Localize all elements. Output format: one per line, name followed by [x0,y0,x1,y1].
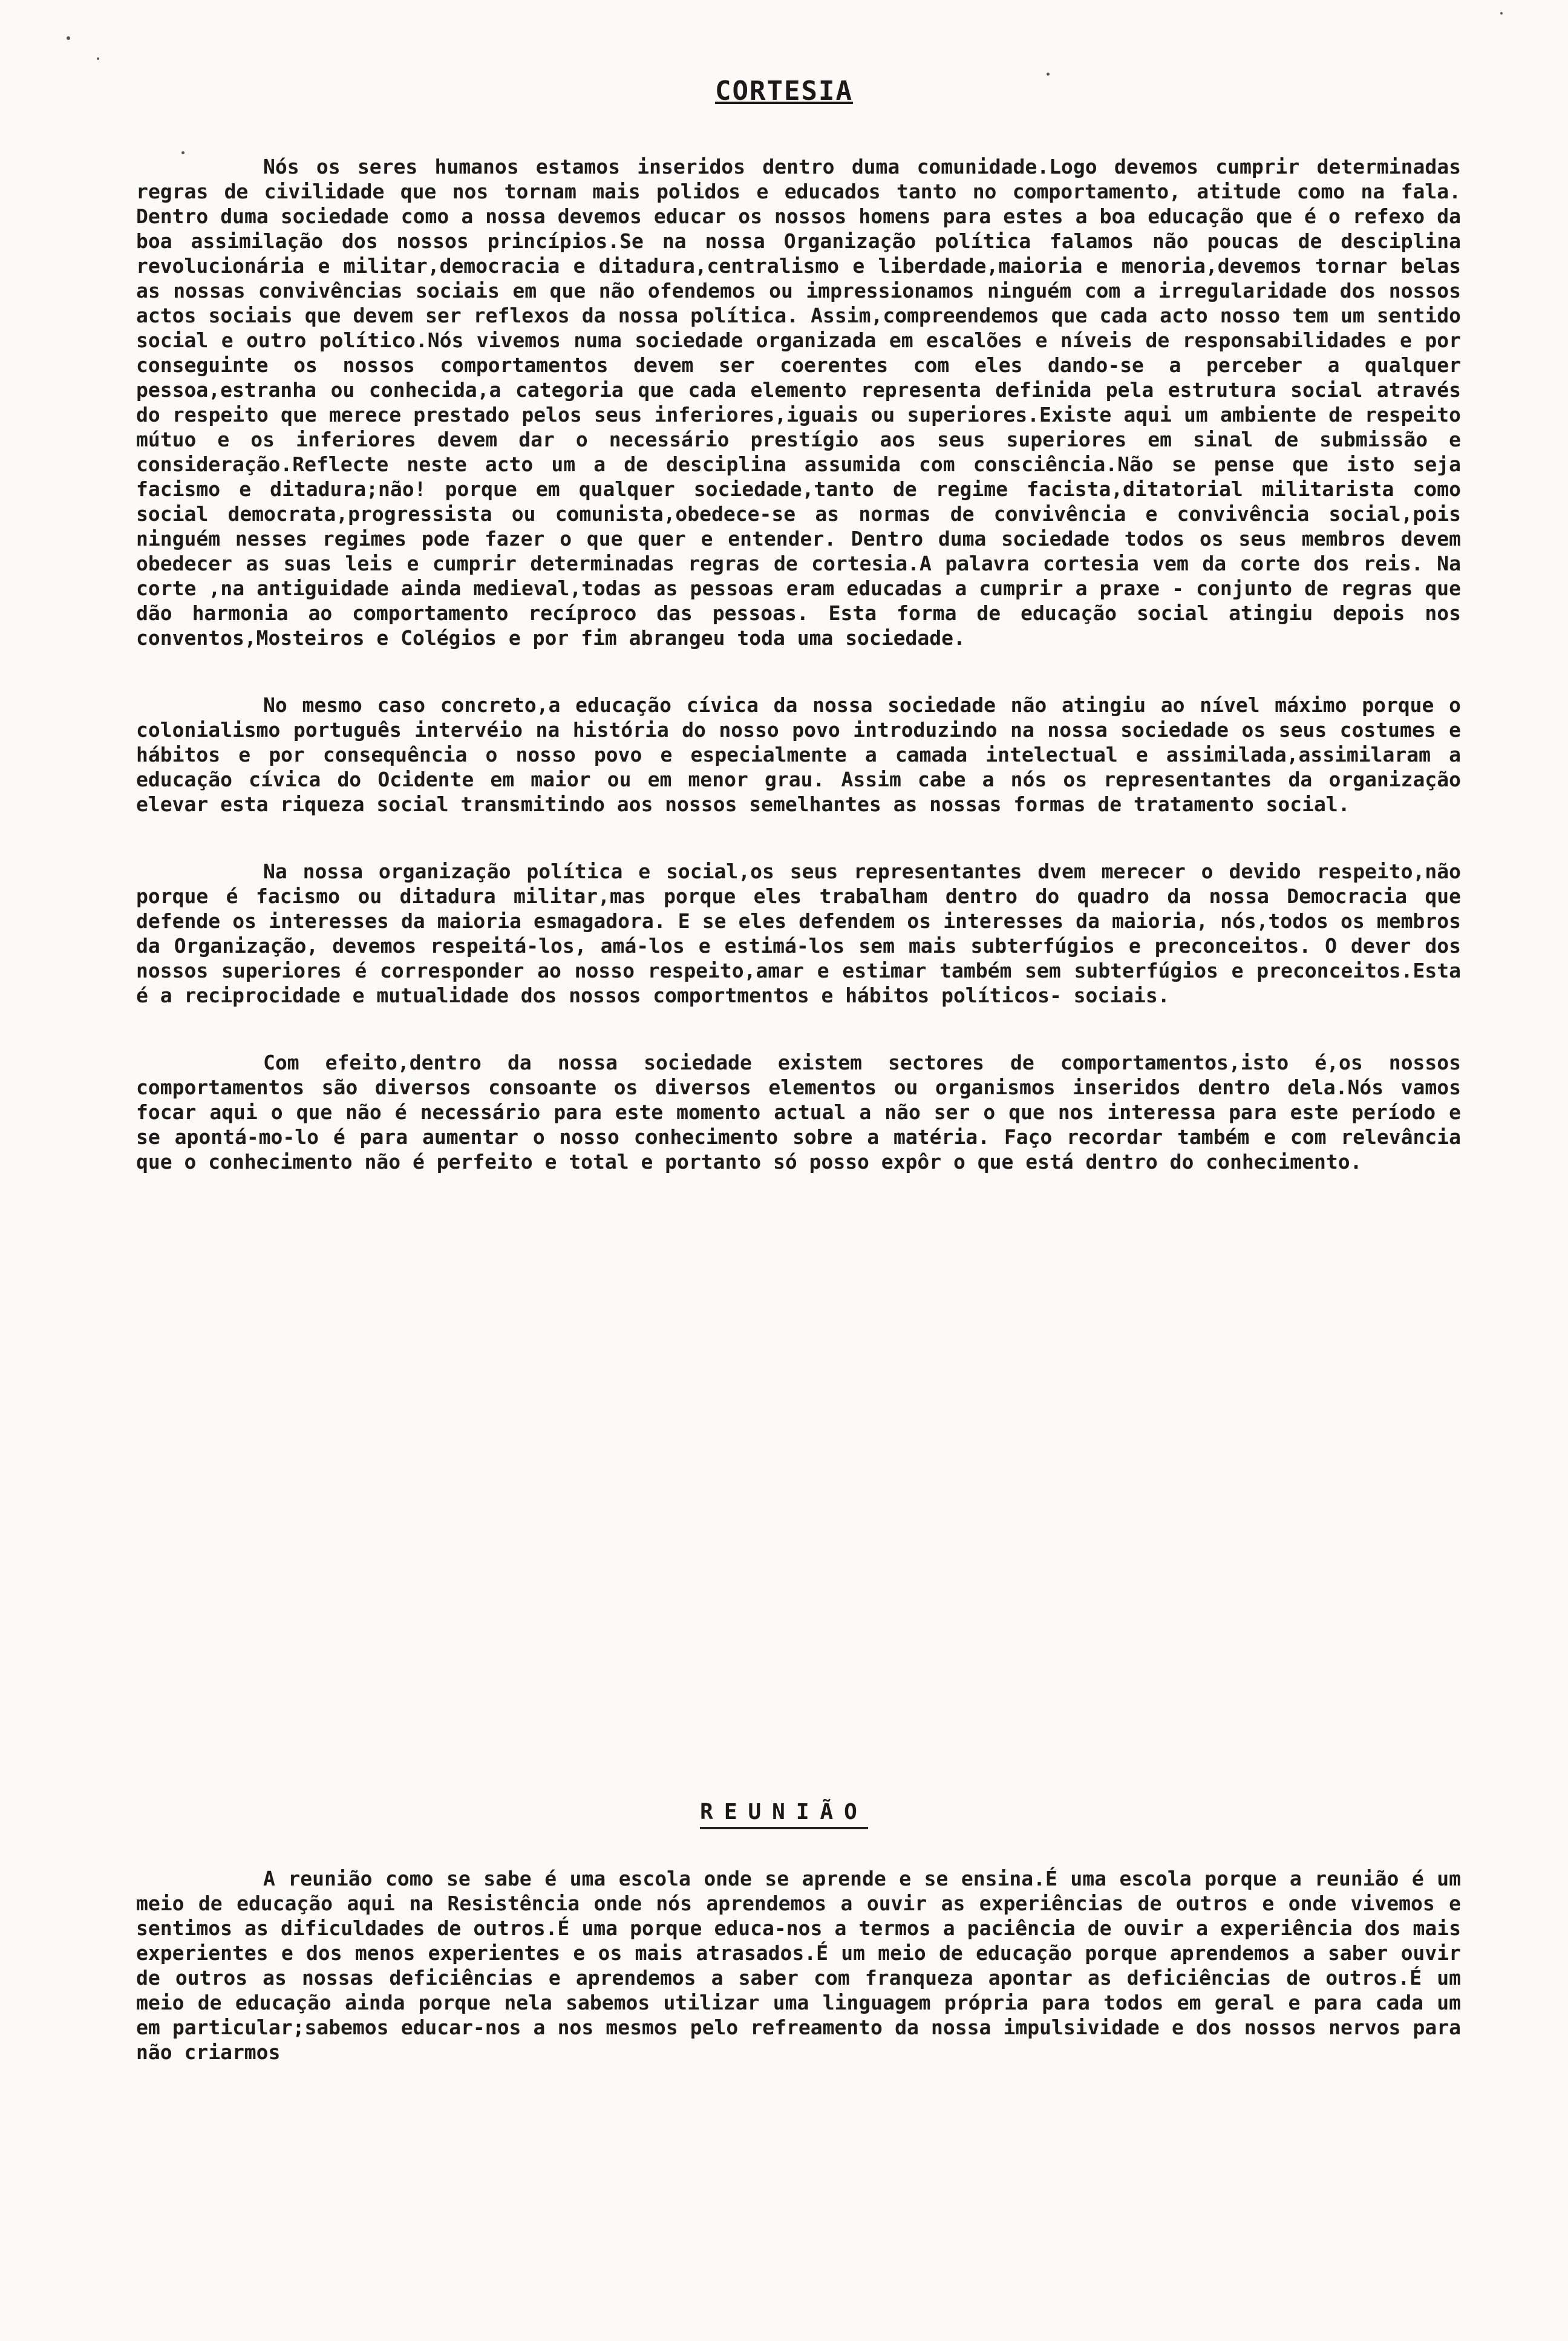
section-heading [0,1800,1568,1824]
paragraph: A reunião como se sabe é uma escola onde se aprende e se ensina.É uma escola porque a reunião é um meio de educação aqui na Resistência onde nós aprendemos a ouvir as experiências de outros e onde vivemos e sentimos as dificuldades de outros.É uma porque educa-nos a termos a paciência de ouvir a experiência dos mais experientes e dos menos experientes e os mais atrasados.É um meio de educação porque aprendemos a saber ouvir de outros as nossas deficiências e aprendemos a saber com franqueza apontar as deficiências de outros.É um meio de educação ainda porque nela sabemos utilizar uma linguagem própria para todos em geral e para cada um em particular;sabemos educar-nos a nos mesmos pelo refreamento da nossa impulsividade e dos nossos nervos para não criarmos [136,1867,1461,2064]
scan-speck [97,57,99,60]
document-title: CORTESIA [715,76,853,106]
scan-speck [1500,12,1503,15]
section-body [136,1866,1461,2107]
section-title: REUNIÃO [700,1800,868,1829]
document-body [136,154,1461,1216]
paragraph: Nós os seres humanos estamos inseridos dentro duma comunidade.Logo devemos cumprir determinadas regras de civilidade que nos tornam mais polidos e educados tanto no comportamento, atitude como na fala. Dentro duma sociedade como a nossa devemos educar os nossos homens para estes a boa educação que é o refexo da boa assimilação dos nossos princípios.Se na nossa Organização política falamos não poucas de desciplina revolucionária e militar,democracia e ditadura,centralismo e liberdade,maioria e menoria,devemos tornar belas as nossas convivências sociais em que não ofendemos ou impressionamos ninguém com a irregularidade dos nossos actos sociais que devem ser reflexos da nossa política. Assim,compreendemos que cada acto nosso tem um sentido social e outro político.Nós vivemos numa sociedade organizada em escalões e níveis de responsabilidades e por conseguinte os nossos comportamentos devem ser coerentes com eles dando-se a perceber a qualquer pessoa,estranha ou conhecida,a categoria que cada elemento representa definida pela estrutura social através do respeito que merece prestado pelos seus inferiores,iguais ou superiores.Existe aqui um ambiente de respeito mútuo e os inferiores devem dar o necessário prestígio aos seus superiores em sinal de submissão e consideração.Reflecte neste acto um a de desciplina assumida com consciência.Não se pense que isto seja facismo e ditadura;não! porque em qualquer sociedade,tanto de regime facista,ditatorial militarista como social democrata,progressista ou comunista,obedece-se as normas de convivência e convivência social,pois ninguém nesses regimes pode fazer o que quer e entender. Dentro duma sociedade todos os seus membros devem obedecer as suas leis e cumprir determinadas regras de cortesia.A palavra cortesia vem da corte dos reis. Na corte ,na antiguidade ainda medieval,todas as pessoas eram educadas a cumprir a praxe - conjunto de regras que dão harmonia ao comportamento recíproco das pessoas. Esta forma de educação social atingiu depois nos conventos,Mosteiros e Colégios e por fim abrangeu toda uma sociedade. [136,155,1461,650]
scan-speck [67,36,70,40]
paragraph: No mesmo caso concreto,a educação cívica da nossa sociedade não atingiu ao nível máximo porque o colonialismo português intervéio na história do nosso povo introduzindo na nossa sociedade os seus costumes e hábitos e por consequência o nosso povo e especialmente a camada intelectual e assimilada,assimilaram a educação cívica do Ocidente em maior ou em menor grau. Assim cabe a nós os representantes da organização elevar esta riqueza social transmitindo aos nossos semelhantes as nossas formas de tratamento social. [136,693,1461,816]
paragraph: Na nossa organização política e social,os seus representantes dvem merecer o devido respeito,não porque é facismo ou ditadura militar,mas porque eles trabalham dentro do quadro da nossa Democracia que defende os interesses da maioria esmagadora. E se eles defendem os interesses da maioria, nós,todos os membros da Organização, devemos respeitá-los, amá-los e estimá-los sem mais subterfúgios e preconceitos. O dever dos nossos superiores é corresponder ao nosso respeito,amar e estimar também sem subterfúgios e preconceitos.Esta é a reciprocidade e mutualidade dos nossos comportmentos e hábitos políticos- sociais. [136,860,1461,1007]
paragraph: Com efeito,dentro da nossa sociedade existem sectores de comportamentos,isto é,os nossos comportamentos são diversos consoante os diversos elementos ou organismos inseridos dentro dela.Nós vamos focar aqui o que não é necessário para este momento actual a não ser o que nos interessa para este período e se apontá-mo-lo é para aumentar o nosso conhecimento sobre a matéria. Faço recordar também e com relevância que o conhecimento não é perfeito e total e portanto só posso expôr o que está dentro do conhecimento. [136,1051,1461,1174]
